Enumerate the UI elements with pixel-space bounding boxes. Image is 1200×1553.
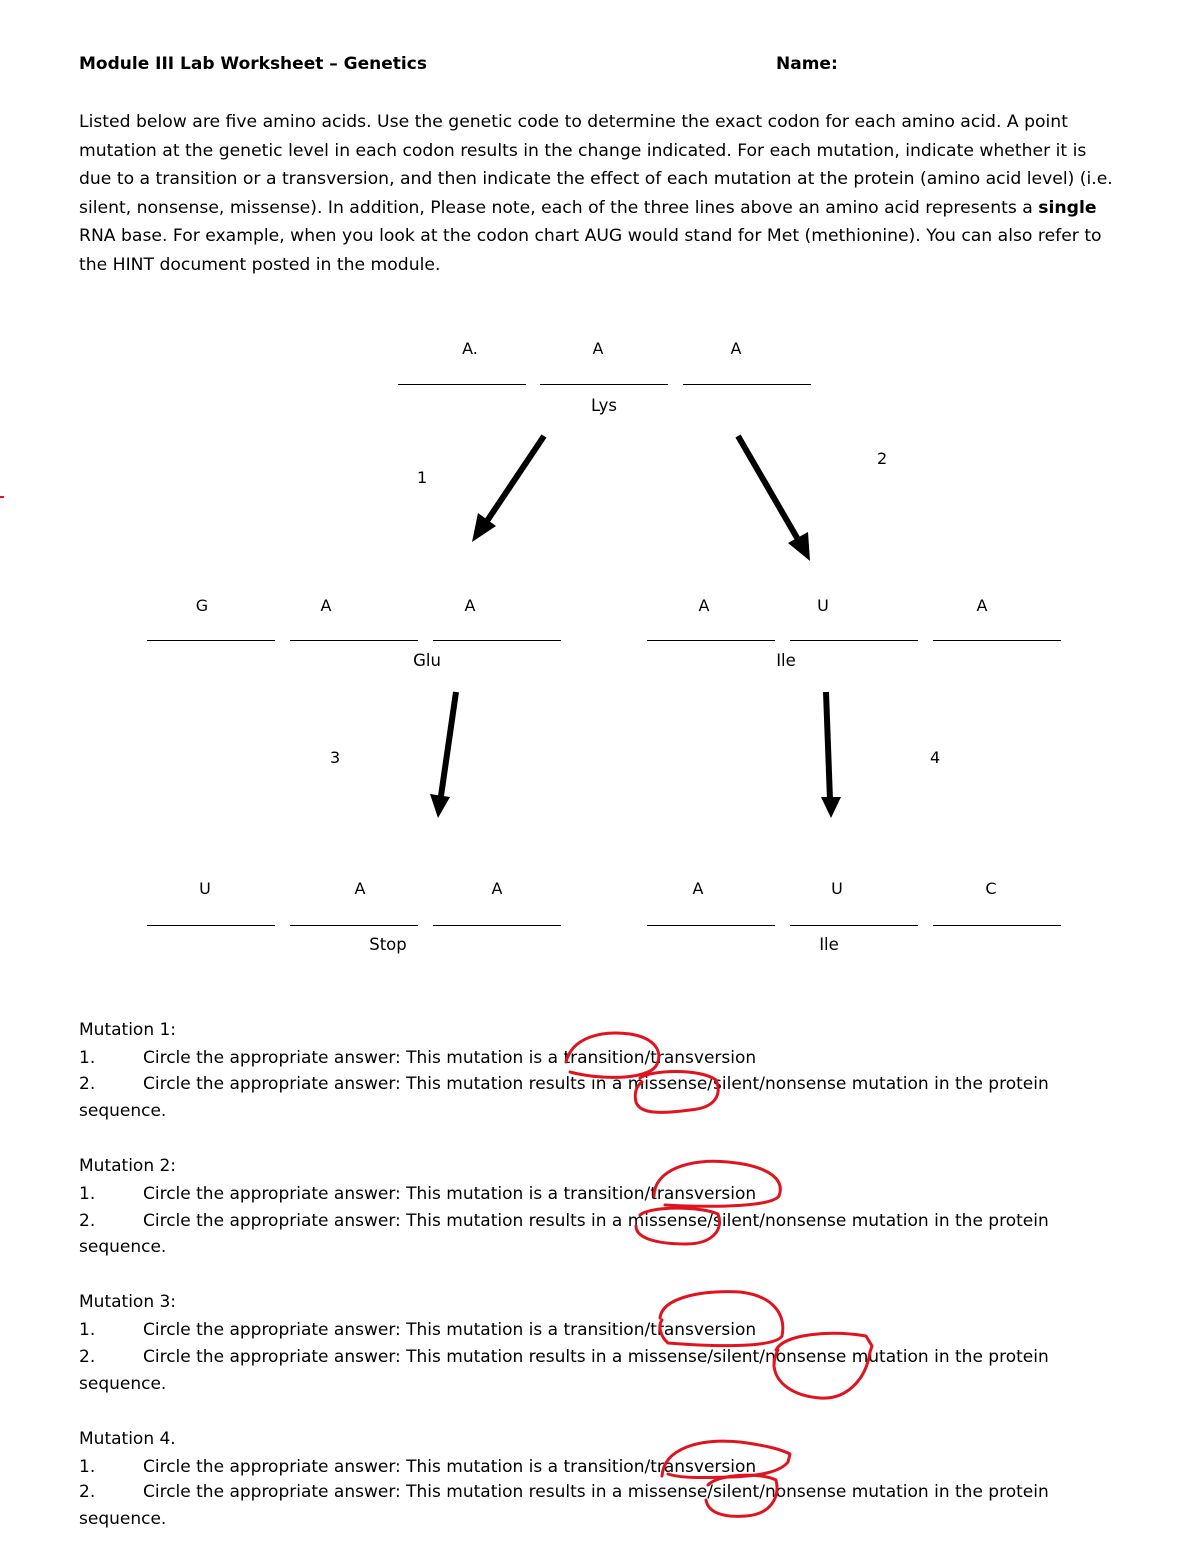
arrow-label-2: 2 [877, 449, 888, 468]
codon-base: U [831, 879, 843, 898]
name-label: Name: [776, 54, 838, 74]
mutation-1-question-2 [79, 1074, 1049, 1094]
arrow-2-head [788, 532, 810, 561]
base-blank-line [933, 925, 1061, 926]
question-continuation: sequence. [79, 1237, 167, 1257]
mutation-2-question-2 [79, 1211, 1049, 1231]
base-blank-line [683, 384, 811, 385]
mutation-1-title: Mutation 1: [79, 1020, 177, 1040]
question-text: Circle the appropriate answer: This mutation is a transition/transversion [143, 1457, 757, 1477]
amino-acid-label: Glu [413, 651, 441, 670]
question-number: 1. [79, 1457, 96, 1477]
question-number: 1. [79, 1184, 96, 1204]
question-text: Circle the appropriate answer: This mutation results in a missense/silent/nonsense mutation in the protein [143, 1211, 1049, 1231]
question-number: 2. [79, 1482, 96, 1502]
codon-base: A [592, 339, 604, 358]
question-number: 2. [79, 1074, 96, 1094]
amino-acid-label: Stop [369, 935, 407, 954]
arrow-2 [738, 436, 800, 543]
question-number: 1. [79, 1048, 96, 1068]
codon-base: A [464, 596, 476, 615]
instructions-text-1: Listed below are five amino acids. Use the genetic code to determine the exact codon for each amino acid. A point mutation at the genetic level in each codon results in the change indicated. For each mutation, indicate whether it is due to a transition or a transversion, and then indicate the effect of each mutation at the protein (amino acid level) (i.e. silent, nonsense, missense). In addition, Please note, each of the three lines above an amino acid represents a [79, 112, 1113, 218]
margin-mark [0, 496, 4, 498]
mutation-2-question-1 [79, 1184, 756, 1204]
codon-base: C [985, 879, 997, 898]
arrow-1-head [472, 513, 496, 542]
codon-base: A [730, 339, 742, 358]
question-number: 2. [79, 1211, 96, 1231]
codon-base: A [698, 596, 710, 615]
base-blank-line [647, 925, 775, 926]
mutation-1-question-1 [79, 1048, 756, 1068]
amino-acid-label: Ile [776, 651, 796, 670]
arrow-label-4: 4 [930, 748, 941, 767]
mutation-4-title: Mutation 4. [79, 1429, 176, 1449]
base-blank-line [290, 925, 418, 926]
mutation-3-question-1 [79, 1320, 756, 1340]
base-blank-line [290, 640, 418, 641]
base-blank-line [147, 925, 275, 926]
worksheet-title: Module III Lab Worksheet – Genetics [79, 54, 427, 74]
base-blank-line [647, 640, 775, 641]
mutation-4-question-2 [79, 1482, 1049, 1502]
arrow-3-head [430, 794, 450, 818]
question-text: Circle the appropriate answer: This mutation is a transition/transversion [143, 1184, 757, 1204]
base-blank-line [540, 384, 668, 385]
question-text: Circle the appropriate answer: This mutation results in a missense/silent/nonsense mutation in the protein [143, 1347, 1049, 1367]
codon-base: U [817, 596, 829, 615]
base-blank-line [398, 384, 526, 385]
mutation-2-title: Mutation 2: [79, 1156, 177, 1176]
arrow-1 [485, 436, 544, 524]
mutation-3-question-2 [79, 1347, 1049, 1367]
mutation-4-question-1 [79, 1457, 756, 1477]
arrow-label-1: 1 [417, 468, 428, 487]
question-continuation: sequence. [79, 1374, 167, 1394]
amino-acid-label: Ile [819, 935, 839, 954]
base-blank-line [933, 640, 1061, 641]
question-continuation: sequence. [79, 1509, 167, 1529]
arrow-3 [441, 692, 456, 796]
arrow-4 [826, 692, 830, 800]
codon-base: A [692, 879, 704, 898]
codon-base: A. [462, 339, 478, 358]
codon-base: A [354, 879, 366, 898]
codon-base: G [195, 596, 209, 615]
question-continuation: sequence. [79, 1101, 167, 1121]
codon-base: A [320, 596, 332, 615]
question-number: 2. [79, 1347, 96, 1367]
mutation-3-title: Mutation 3: [79, 1292, 177, 1312]
arrow-4-head [821, 797, 841, 818]
base-blank-line [790, 640, 918, 641]
instructions-paragraph [79, 108, 1124, 280]
codon-base: A [491, 879, 503, 898]
codon-base: U [199, 879, 211, 898]
arrow-label-3: 3 [330, 748, 341, 767]
codon-base: A [976, 596, 988, 615]
question-text: Circle the appropriate answer: This mutation results in a missense/silent/nonsense mutation in the protein [143, 1074, 1049, 1094]
question-text: Circle the appropriate answer: This mutation is a transition/transversion [143, 1320, 757, 1340]
instructions-text-2: RNA base. For example, when you look at the codon chart AUG would stand for Met (methionine). You can also refer to the HINT document posted in the module. [79, 226, 1102, 275]
question-number: 1. [79, 1320, 96, 1340]
instructions-bold: single [1038, 197, 1097, 218]
question-text: Circle the appropriate answer: This mutation is a transition/transversion [143, 1048, 757, 1068]
base-blank-line [147, 640, 275, 641]
base-blank-line [790, 925, 918, 926]
base-blank-line [433, 925, 561, 926]
base-blank-line [433, 640, 561, 641]
amino-acid-label: Lys [590, 396, 618, 415]
question-text: Circle the appropriate answer: This mutation results in a missense/silent/nonsense mutation in the protein [143, 1482, 1049, 1502]
